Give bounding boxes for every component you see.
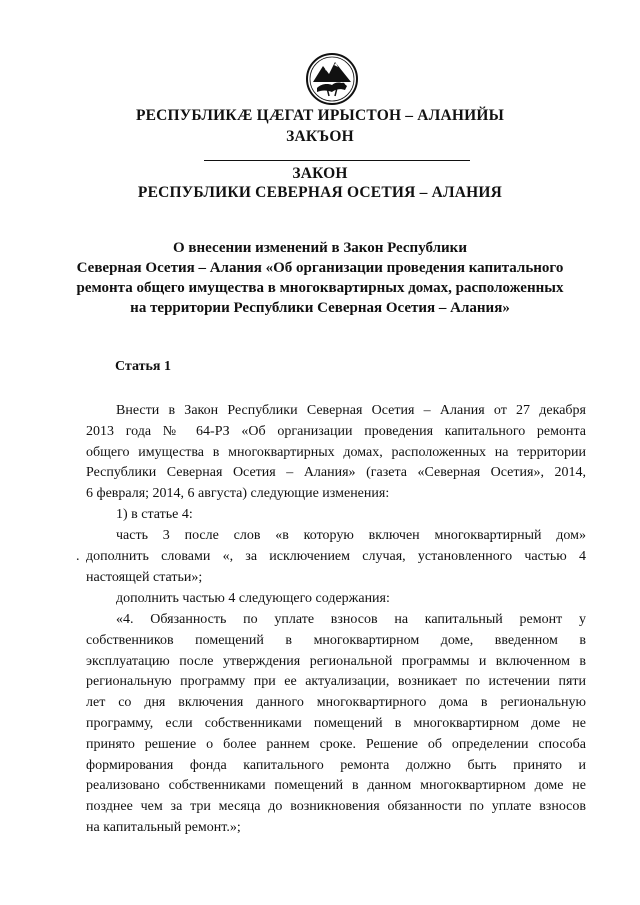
paragraph-line: настоящей статьи»; [86, 569, 203, 585]
republic-name-ossetian: РЕСПУБЛИКӔ ЦӔГАТ ИРЫСТОН – АЛАНИЙЫ [135, 107, 505, 124]
republic-name-russian: РЕСПУБЛИКИ СЕВЕРНАЯ ОСЕТИЯ – АЛАНИЯ [137, 184, 503, 201]
paragraph-line: Республики Северная Осетия – Алания» (газета «Северная Осетия», 2014, [86, 465, 586, 481]
coat-of-arms-emblem [305, 52, 359, 106]
paragraph-line: 6 февраля; 2014, 6 августа) следующие изменения: [86, 486, 390, 502]
paragraph-line: программу, если собственниками помещений в многоквартирном доме не [86, 715, 586, 731]
paragraph-1 [86, 401, 586, 505]
paragraph-line: эксплуатацию после утверждения региональной программы и включенном в [86, 653, 586, 669]
paragraph-line: дополнить частью 4 следующего содержания: [116, 591, 390, 606]
law-label-ossetian: ЗАКЪОН [286, 128, 354, 145]
paragraph-line: общего имущества в многоквартирных домах, расположенных на территории [86, 444, 586, 460]
paragraph-5 [86, 610, 586, 839]
paragraph-line: 2013 года № 64-РЗ «Об организации проведения капитального ремонта [86, 423, 586, 439]
paragraph-line: формирования фонда капитального ремонта должно быть принято и [86, 757, 586, 773]
paragraph-line: Внести в Закон Республики Северная Осетия – Алания от 27 декабря [116, 403, 586, 418]
law-title-line-3: ремонта общего имущества в многоквартирных домах, расположенных [76, 280, 564, 296]
law-title-line-2: Северная Осетия – Алания «Об организации проведения капитального [76, 260, 564, 276]
law-title-line-4: на территории Республики Северная Осетия – Алания» [130, 300, 510, 316]
paragraph-3 [86, 526, 586, 588]
paragraph-line: собственников помещений в многоквартирном доме, введенном в [86, 632, 586, 648]
paragraph-line: «4. Обязанность по уплате взносов на капитальный ремонт у [116, 612, 586, 627]
paragraph-2 [86, 505, 586, 526]
paragraph-line: лет со дня включения данного многоквартирного дома в региональную [86, 695, 586, 711]
paragraph-line: реализовано собственниками помещений в данном многоквартирном доме не [86, 778, 586, 794]
law-label-russian: ЗАКОН [292, 165, 348, 182]
paragraph-line: позднее чем за три месяца до возникновения обязанности по уплате взносов [86, 799, 586, 815]
margin-mark: . [76, 549, 80, 564]
paragraph-line: часть 3 после слов «в которую включен многоквартирный дом» [116, 528, 586, 543]
header-divider [204, 160, 470, 161]
paragraph-line: принято решение о более раннем сроке. Решение об определении способа [86, 736, 586, 752]
paragraph-line: региональную программу при ее актуализации, возникает по истечении пяти [86, 674, 586, 690]
paragraph-line: на капитальный ремонт.»; [86, 819, 241, 835]
law-title-line-1: О внесении изменений в Закон Республики [173, 240, 467, 256]
paragraph-line: 1) в статье 4: [116, 507, 193, 522]
paragraph-line: дополнить словами «, за исключением случая, установленного частью 4 [86, 548, 586, 564]
article-heading: Статья 1 [115, 359, 171, 374]
paragraph-4 [86, 589, 586, 610]
